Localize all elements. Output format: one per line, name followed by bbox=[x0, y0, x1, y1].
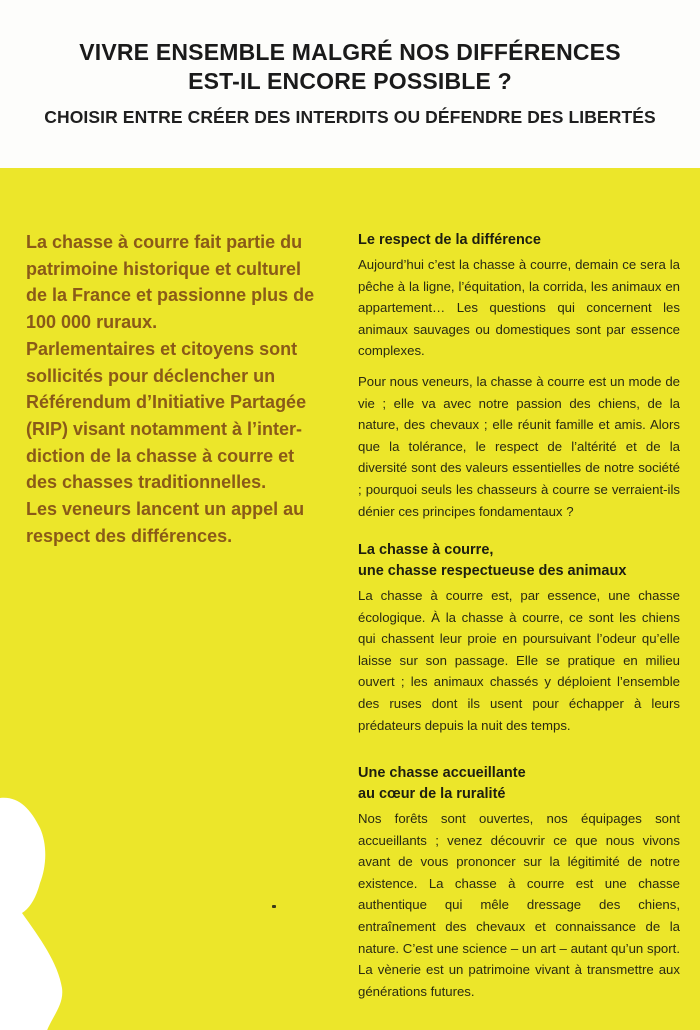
intro-text bbox=[26, 229, 346, 549]
paragraph: La chasse à courre est, par essence, une chasse écologique. À la chasse à courre, ce sont les chiens qui chassent leur proie en poursuivant l’odeur qu’elle laisse sur son passage. Elle se pratique en milieu ouvert ; les animaux chassés y déploient l’ensemble des ruses dont ils usent pour échapper à leurs prédateurs depuis la nuit des temps. bbox=[358, 588, 680, 733]
print-speck bbox=[272, 905, 276, 908]
section-accueillante bbox=[358, 763, 680, 1002]
section-title-line-1: Une chasse accueillante bbox=[358, 765, 526, 781]
title-line-2: EST-IL ENCORE POSSIBLE ? bbox=[188, 68, 512, 94]
section-body bbox=[358, 585, 680, 736]
paragraph: Pour nous veneurs, la chasse à courre est un mode de vie ; elle va avec notre passion des chiens, de la nature, des chevaux ; elle réunit famille et amis. Alors que la tolérance, le respect de l’altérité et de la diversité sont des valeurs essentielles de notre société ; pourquoi seuls les chasseurs à courre se verraient-ils dénier ces principes fondamentaux ? bbox=[358, 373, 680, 519]
intro-line: sollicités pour déclencher un bbox=[26, 365, 276, 386]
intro-line: Référendum d’Initiative Partagée bbox=[26, 392, 307, 413]
paragraph: Nos forêts sont ouvertes, nos équipages sont accueillants ; venez découvrir ce que nous vivons avant de vous prononcer sur la légitimité de notre existence. La chasse à courre est une chasse authentique qui mêle dressage des chiens, entraînement des chevaux et connaissance de la nature. C’est une science – un art – autant qu’un sport. La vènerie est un patrimoine vivant à transmettre aux générations futures. bbox=[358, 811, 680, 999]
intro-line: patrimoine historique et culturel bbox=[26, 258, 302, 279]
intro-line: La chasse à courre fait partie du bbox=[26, 232, 303, 252]
section-title-line-2: une chasse respectueuse des animaux bbox=[358, 563, 627, 579]
paragraph: Aujourd’hui c’est la chasse à courre, demain ce sera la pêche à la ligne, l’équitation, la corrida, les animaux en appartement… Les questions qui concernent les animaux sauvages ou domestiques sont par essence complexes. bbox=[358, 257, 680, 359]
intro-line: 100 000 ruraux. bbox=[26, 312, 158, 333]
intro-line: Parlementaires et citoyens sont bbox=[26, 338, 298, 359]
hound-silhouette-icon bbox=[0, 788, 120, 1030]
section-title-line-1: La chasse à courre, bbox=[358, 542, 494, 558]
intro-line: de la France et passionne plus de bbox=[26, 285, 315, 306]
intro-line: (RIP) visant notamment à l’inter- bbox=[26, 418, 303, 439]
intro-line: des chasses traditionnelles. bbox=[26, 472, 267, 493]
section-title: Le respect de la différence bbox=[358, 232, 541, 248]
section-title bbox=[358, 763, 680, 805]
section-body bbox=[358, 808, 680, 1002]
intro-line: diction de la chasse à courre et bbox=[26, 445, 295, 466]
header bbox=[0, 0, 700, 168]
section-title bbox=[358, 540, 680, 582]
section-respect bbox=[358, 230, 680, 522]
title-line-1: VIVRE ENSEMBLE MALGRÉ NOS DIFFÉRENCES bbox=[79, 39, 621, 65]
intro-line: Les veneurs lancent un appel au bbox=[26, 499, 305, 520]
section-respectueuse bbox=[358, 540, 680, 736]
section-body bbox=[358, 254, 680, 522]
subtitle: CHOISIR ENTRE CRÉER DES INTERDITS OU DÉFENDRE DES LIBERTÉS bbox=[44, 107, 656, 127]
intro-line: respect des différences. bbox=[26, 525, 233, 546]
section-title-line-2: au cœur de la ruralité bbox=[358, 786, 506, 802]
